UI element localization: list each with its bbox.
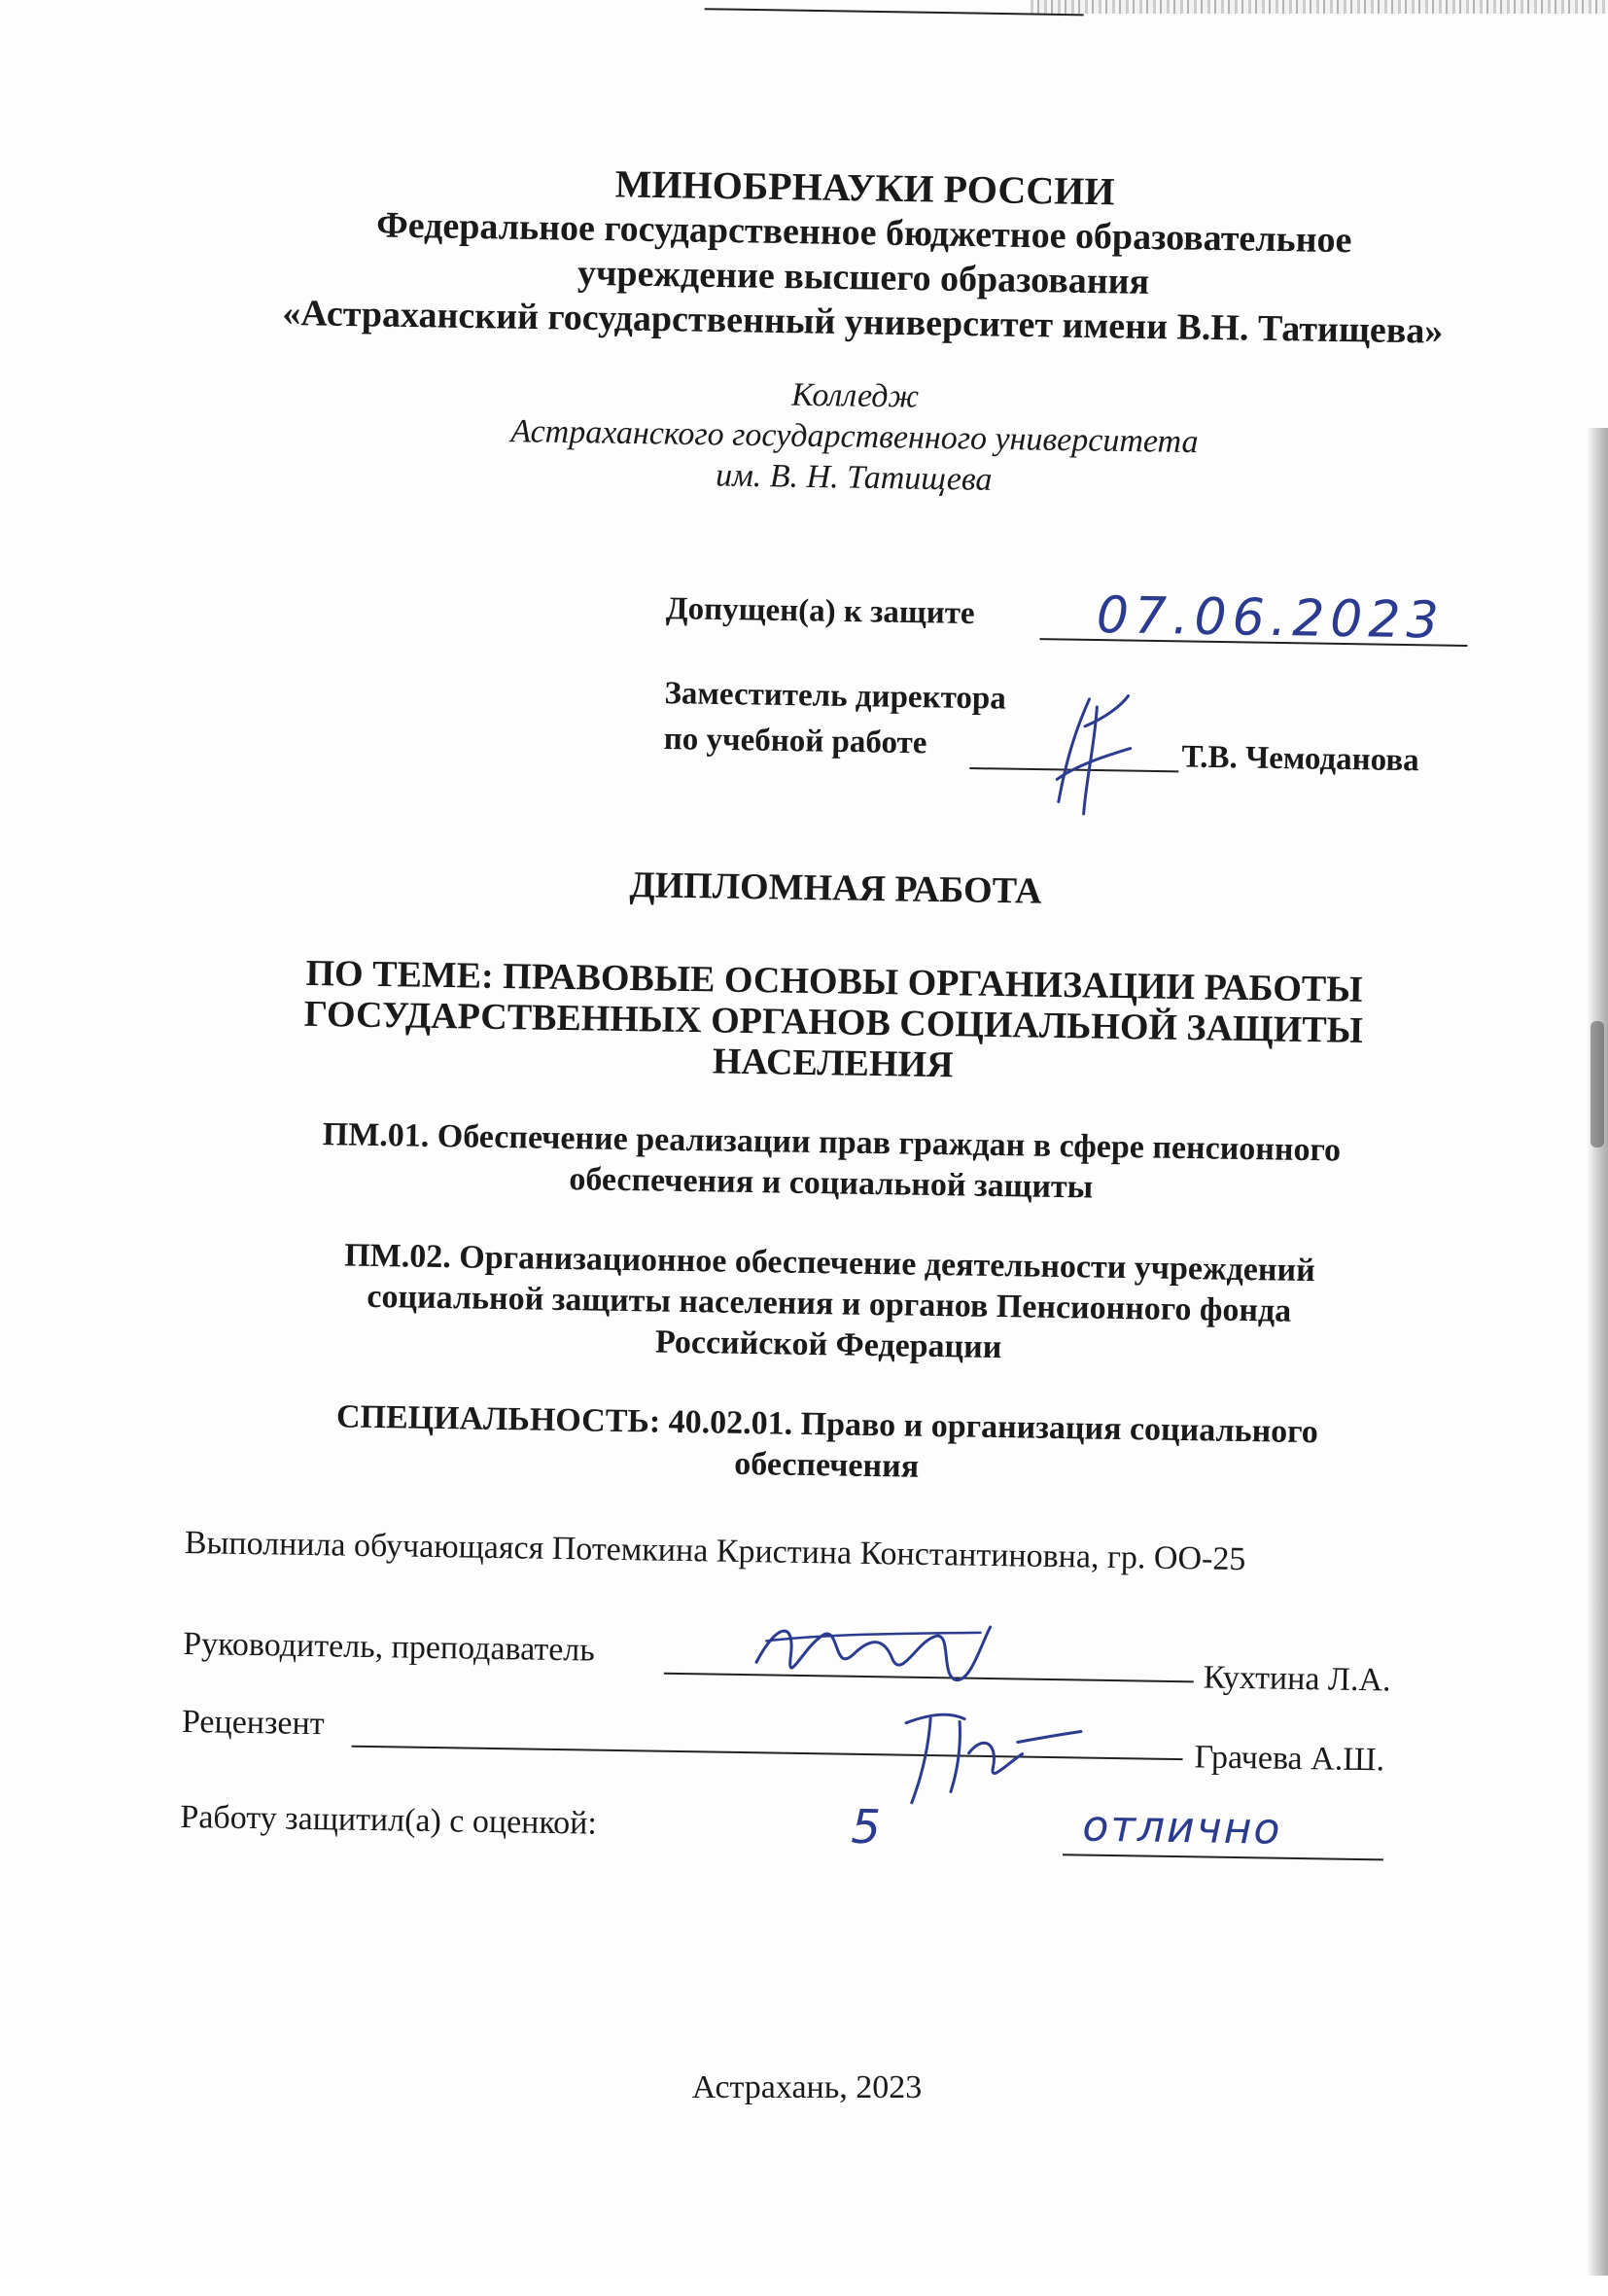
grade-word-handwritten: отлично	[1082, 1801, 1282, 1854]
reviewer-signature	[891, 1693, 1087, 1813]
ministry-name: МИНОБРНАУКИ РОССИИ	[614, 161, 1115, 214]
reviewer-name: Грачева А.Ш.	[1194, 1739, 1385, 1779]
pm01-line-2: обеспечения и социальной защиты	[569, 1161, 1094, 1206]
city-year: Астрахань, 2023	[691, 2069, 923, 2105]
pm02-line-2: социальной защиты населения и органов Пенсионного фонда	[367, 1278, 1292, 1329]
deputy-title-line-2: по учебной работе	[663, 722, 927, 761]
grade-label: Работу защитил(а) с оценкой:	[180, 1798, 598, 1842]
deputy-name: Т.В. Чемоданова	[1181, 739, 1419, 779]
topic-line-2: ГОСУДАРСТВЕННЫХ ОРГАНОВ СОЦИАЛЬНОЙ ЗАЩИТЫ	[303, 993, 1364, 1051]
supervisor-label: Руководитель, преподаватель	[182, 1625, 596, 1669]
pm02-line-3: Российской Федерации	[654, 1324, 1002, 1366]
pm01-line-1: ПМ.01. Обеспечение реализации прав граждан в сфере пенсионного	[322, 1116, 1342, 1169]
supervisor-name: Кухтина Л.А.	[1203, 1659, 1391, 1699]
grade-word-line	[1063, 1854, 1383, 1860]
topic-line-1: ПО ТЕМЕ: ПРАВОВЫЕ ОСНОВЫ ОРГАНИЗАЦИИ РАБОТЫ	[305, 952, 1363, 1010]
admitted-date-handwritten: 07.06.2023	[1096, 586, 1446, 651]
college-line-1: Колледж	[790, 376, 920, 415]
student-line: Выполнила обучающаяся Потемкина Кристина Константиновна, гр. ОО-25	[184, 1525, 1246, 1578]
pm02-line-1: ПМ.02. Организационное обеспечение деятельности учреждений	[343, 1237, 1315, 1289]
institution-line-2: учреждение высшего образования	[577, 252, 1150, 302]
college-line-3: им. В. Н. Татищева	[715, 457, 993, 498]
grade-number-handwritten: 5	[850, 1799, 882, 1855]
deputy-title-line-1: Заместитель директора	[664, 676, 1007, 717]
document-type: ДИПЛОМНАЯ РАБОТА	[629, 865, 1042, 912]
institution-line-1: Федеральное государственное бюджетное образовательное	[375, 204, 1352, 262]
specialty-line-1: СПЕЦИАЛЬНОСТЬ: 40.02.01. Право и организация социального	[335, 1398, 1319, 1451]
institution-line-3: «Астраханский государственный университет имени В.Н. Татищева»	[282, 292, 1444, 352]
admitted-label: Допущен(а) к защите	[665, 591, 975, 632]
topic-line-3: НАСЕЛЕНИЯ	[712, 1041, 954, 1086]
college-line-2: Астраханского государственного университета	[510, 413, 1199, 461]
specialty-line-2: обеспечения	[734, 1445, 920, 1485]
reviewer-label: Рецензент	[181, 1703, 325, 1743]
